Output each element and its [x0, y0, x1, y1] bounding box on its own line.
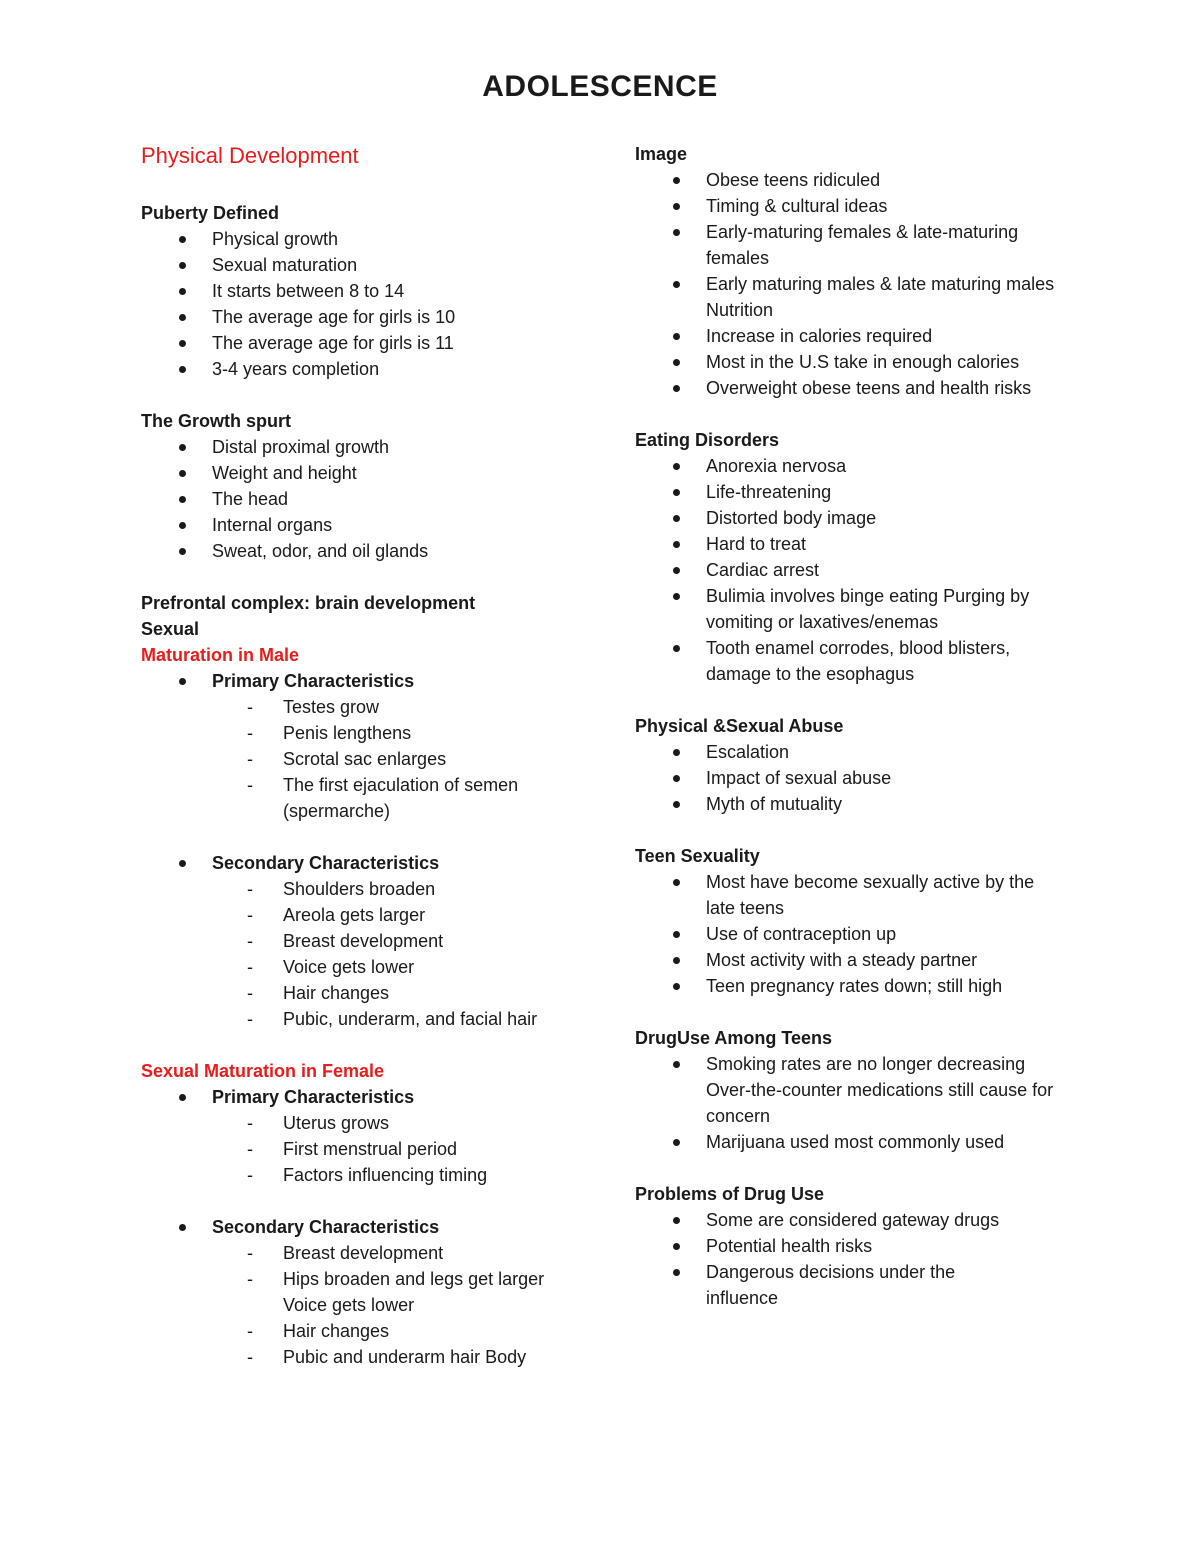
heading-prefrontal: Prefrontal complex: brain development: [141, 593, 476, 613]
list-item-female-primary: [212, 1084, 591, 1214]
list-male: [141, 668, 591, 1032]
list-item: Escalation: [706, 739, 1075, 765]
list-item: Bulimia involves binge eating Purging by vomiting or laxatives/enemas: [706, 583, 1075, 635]
list-item-male-secondary: [212, 850, 591, 1032]
list-item: Distal proximal growth: [212, 434, 591, 460]
list-item: Obese teens ridiculed: [706, 167, 1075, 193]
right-column: [635, 141, 1075, 1311]
sublist-male-secondary: [212, 876, 591, 1032]
list-item: Sexual maturation: [212, 252, 591, 278]
list-item: Anorexia nervosa: [706, 453, 1075, 479]
list-female: [141, 1084, 591, 1370]
list-item: Most have become sexually active by the late teens: [706, 869, 1075, 921]
list-sexuality: [635, 869, 1075, 999]
heading-drug-problems: Problems of Drug Use: [635, 1184, 825, 1204]
label-secondary-characteristics: Secondary Characteristics: [212, 1217, 440, 1237]
sublist-male-primary: [212, 694, 591, 824]
list-item: Life-threatening: [706, 479, 1075, 505]
list-item: Early maturing males & late maturing males Nutrition: [706, 271, 1075, 323]
list-item: - Penis lengthens: [283, 720, 591, 746]
list-item: The average age for girls is 10: [212, 304, 591, 330]
heading-drug-use: DrugUse Among Teens: [635, 1028, 833, 1048]
sublist-female-secondary: [212, 1240, 583, 1370]
list-item: Myth of mutuality: [706, 791, 1075, 817]
list-item: Impact of sexual abuse: [706, 765, 1075, 791]
list-item: - Shoulders broaden: [283, 876, 591, 902]
page-title: ADOLESCENCE: [482, 70, 718, 103]
list-item: Cardiac arrest: [706, 557, 1075, 583]
list-item-female-secondary: [212, 1214, 591, 1370]
heading-maturation-female: Sexual Maturation in Female: [141, 1061, 385, 1081]
list-item: - Areola gets larger: [283, 902, 591, 928]
list-item-male-primary: [212, 668, 591, 850]
list-item: - First menstrual period: [283, 1136, 591, 1162]
list-item: 3-4 years completion: [212, 356, 591, 382]
list-item: It starts between 8 to 14: [212, 278, 591, 304]
list-item: Dangerous decisions under the influence: [706, 1259, 1075, 1311]
list-item: - Pubic, underarm, and facial hair: [283, 1006, 591, 1032]
list-item: - Hair changes: [283, 980, 591, 1006]
list-item: Hard to treat: [706, 531, 1075, 557]
list-item: - Hips broaden and legs get larger Voice gets lower: [283, 1266, 583, 1318]
list-growth: [141, 434, 591, 564]
list-image: [635, 167, 1075, 401]
list-problems: [635, 1207, 1075, 1311]
list-item: Distorted body image: [706, 505, 1075, 531]
list-item: Increase in calories required: [706, 323, 1075, 349]
heading-puberty-defined: Puberty Defined: [141, 203, 280, 223]
heading-abuse: Physical &Sexual Abuse: [635, 716, 844, 736]
list-item: Smoking rates are no longer decreasing Over-the-counter medications still cause for concern: [706, 1051, 1075, 1129]
list-item: Tooth enamel corrodes, blood blisters, damage to the esophagus: [706, 635, 1075, 687]
list-item: The head: [212, 486, 591, 512]
list-item: Potential health risks: [706, 1233, 1075, 1259]
label-secondary-characteristics: Secondary Characteristics: [212, 853, 440, 873]
heading-growth-spurt: The Growth spurt: [141, 411, 291, 431]
list-item: Teen pregnancy rates down; still high: [706, 973, 1075, 999]
list-item: - Factors influencing timing: [283, 1162, 591, 1188]
list-item: Some are considered gateway drugs: [706, 1207, 1075, 1233]
list-item: Most in the U.S take in enough calories: [706, 349, 1075, 375]
list-item: - Testes grow: [283, 694, 591, 720]
list-item: The average age for girls is 11: [212, 330, 591, 356]
heading-eating-disorders: Eating Disorders: [635, 430, 780, 450]
list-item: - Scrotal sac enlarges: [283, 746, 591, 772]
list-item: Sweat, odor, and oil glands: [212, 538, 591, 564]
heading-maturation-male: Maturation in Male: [141, 645, 300, 665]
label-primary-characteristics: Primary Characteristics: [212, 1087, 415, 1107]
list-item: Overweight obese teens and health risks: [706, 375, 1075, 401]
list-item: - Uterus grows: [283, 1110, 591, 1136]
list-puberty: [141, 226, 591, 382]
sublist-female-primary: [212, 1110, 591, 1188]
list-eating: [635, 453, 1075, 687]
heading-image: Image: [635, 144, 688, 164]
list-item: Marijuana used most commonly used: [706, 1129, 1075, 1155]
list-item: - Breast development: [283, 1240, 583, 1266]
list-item: Weight and height: [212, 460, 591, 486]
list-drug: [635, 1051, 1075, 1155]
list-item: Use of contraception up: [706, 921, 1075, 947]
list-item: - Hair changes: [283, 1318, 583, 1344]
list-item: - The first ejaculation of semen (spermarche): [283, 772, 591, 824]
list-item: - Pubic and underarm hair Body: [283, 1344, 583, 1370]
section-title-physical-development: Physical Development: [141, 143, 359, 168]
list-item: Most activity with a steady partner: [706, 947, 1075, 973]
list-item: - Breast development: [283, 928, 591, 954]
list-item: Internal organs: [212, 512, 591, 538]
label-primary-characteristics: Primary Characteristics: [212, 671, 415, 691]
list-item: Physical growth: [212, 226, 591, 252]
left-column: [141, 140, 591, 1370]
list-abuse: [635, 739, 1075, 817]
list-item: Timing & cultural ideas: [706, 193, 1075, 219]
heading-teen-sexuality: Teen Sexuality: [635, 846, 760, 866]
list-item: Early-maturing females & late-maturing females: [706, 219, 1075, 271]
list-item: - Voice gets lower: [283, 954, 591, 980]
heading-sexual: Sexual: [141, 619, 200, 639]
